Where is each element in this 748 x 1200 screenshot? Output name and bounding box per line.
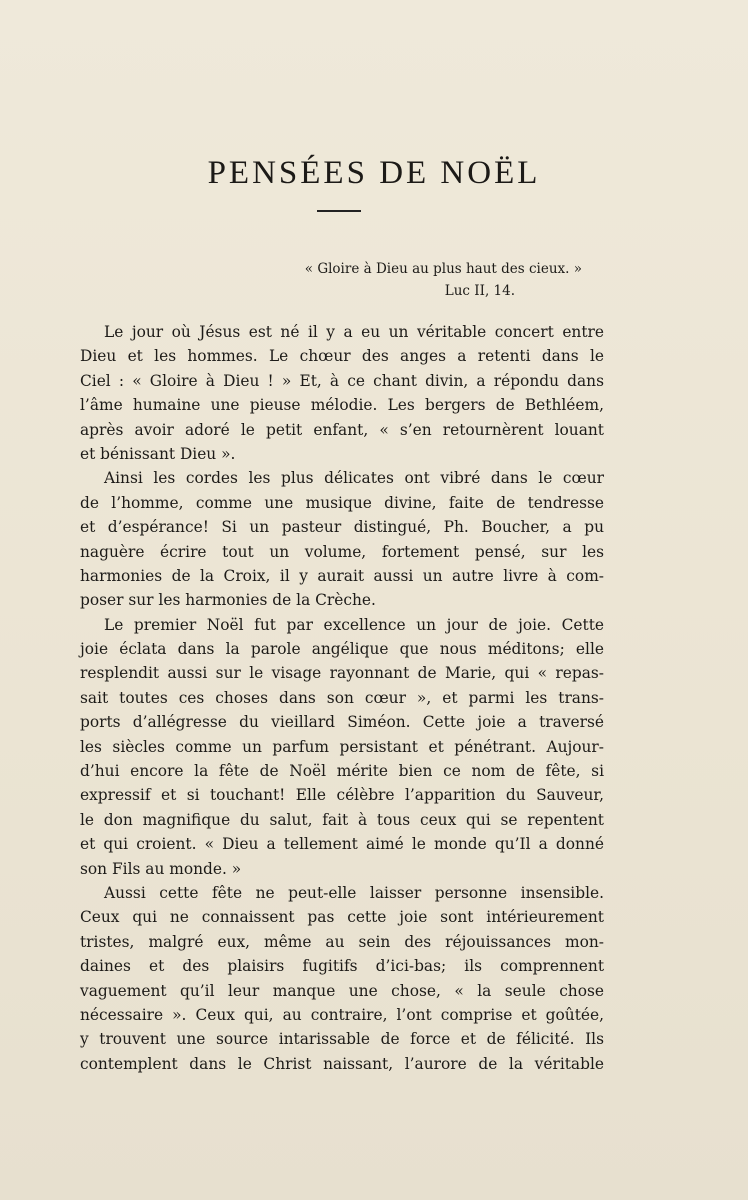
text-line: et d’espérance! Si un pasteur distingué, Ph. Boucher, a pu — [80, 518, 604, 537]
text-line: tristes, malgré eux, même au sein des réjouissances mon- — [80, 932, 604, 951]
epigraph-quote: « Gloire à Dieu au plus haut des cieux. » — [304, 261, 582, 277]
text-line: sait toutes ces choses dans son cœur », et parmi les trans- — [80, 688, 604, 707]
text-line: son Fils au monde. » — [80, 859, 242, 878]
text-line: joie éclata dans la parole angélique que nous méditons; elle — [80, 640, 604, 659]
text-line: et qui croient. « Dieu a tellement aimé le monde qu’Il a donné — [80, 835, 604, 854]
text-line: resplendit aussi sur le visage rayonnant de Marie, qui « repas- — [80, 664, 604, 683]
text-line: y trouvent une source intarissable de force et de félicité. Ils — [80, 1030, 604, 1049]
text-line: Aussi cette fête ne peut-elle laisser personne insensible. — [104, 883, 604, 902]
page-title: PENSÉES DE NOËL — [207, 155, 541, 191]
text-line: expressif et si touchant! Elle célèbre l’apparition du Sauveur, — [80, 786, 604, 805]
title-divider — [317, 210, 361, 212]
text-line: Dieu et les hommes. Le chœur des anges a retenti dans le — [80, 347, 604, 366]
text-line: après avoir adoré le petit enfant, « s’en retournèrent louant — [80, 420, 604, 439]
text-line: Ceux qui ne connaissent pas cette joie sont intérieurement — [80, 908, 604, 927]
text-line: contemplent dans le Christ naissant, l’aurore de la véritable — [80, 1054, 604, 1073]
text-line: harmonies de la Croix, il y aurait aussi un autre livre à com- — [80, 566, 604, 585]
epigraph-reference: Luc II, 14. — [444, 283, 515, 299]
text-line: les siècles comme un parfum persistant et pénétrant. Aujour- — [80, 737, 604, 756]
text-line: daines et des plaisirs fugitifs d’ici-bas; ils comprennent — [80, 957, 604, 976]
text-line: Le jour où Jésus est né il y a eu un véritable concert entre — [104, 323, 604, 341]
text-line: naguère écrire tout un volume, fortement pensé, sur les — [80, 542, 604, 561]
text-line: et bénissant Dieu ». — [80, 444, 236, 463]
text-line: nécessaire ». Ceux qui, au contraire, l’ont comprise et goûtée, — [80, 1005, 604, 1024]
text-line: vaguement qu’il leur manque une chose, « la seule chose — [80, 981, 604, 1000]
text-line: poser sur les harmonies de la Crèche. — [80, 591, 376, 610]
text-line: Ainsi les cordes les plus délicates ont vibré dans le cœur — [104, 469, 604, 488]
text-line: le don magnifique du salut, fait à tous ceux qui se repentent — [80, 810, 604, 829]
text-line: l’âme humaine une pieuse mélodie. Les bergers de Bethléem, — [80, 396, 604, 415]
text-line: ports d’allégresse du vieillard Siméon. Cette joie a traversé — [80, 713, 604, 732]
text-line: de l’homme, comme une musique divine, faite de tendresse — [80, 493, 604, 512]
body-text — [80, 320, 604, 1076]
text-line: d’hui encore la fête de Noël mérite bien ce nom de fête, si — [80, 762, 604, 781]
text-line: Le premier Noël fut par excellence un jour de joie. Cette — [104, 615, 604, 634]
text-line: Ciel : « Gloire à Dieu ! » Et, à ce chant divin, a répondu dans — [80, 371, 604, 390]
